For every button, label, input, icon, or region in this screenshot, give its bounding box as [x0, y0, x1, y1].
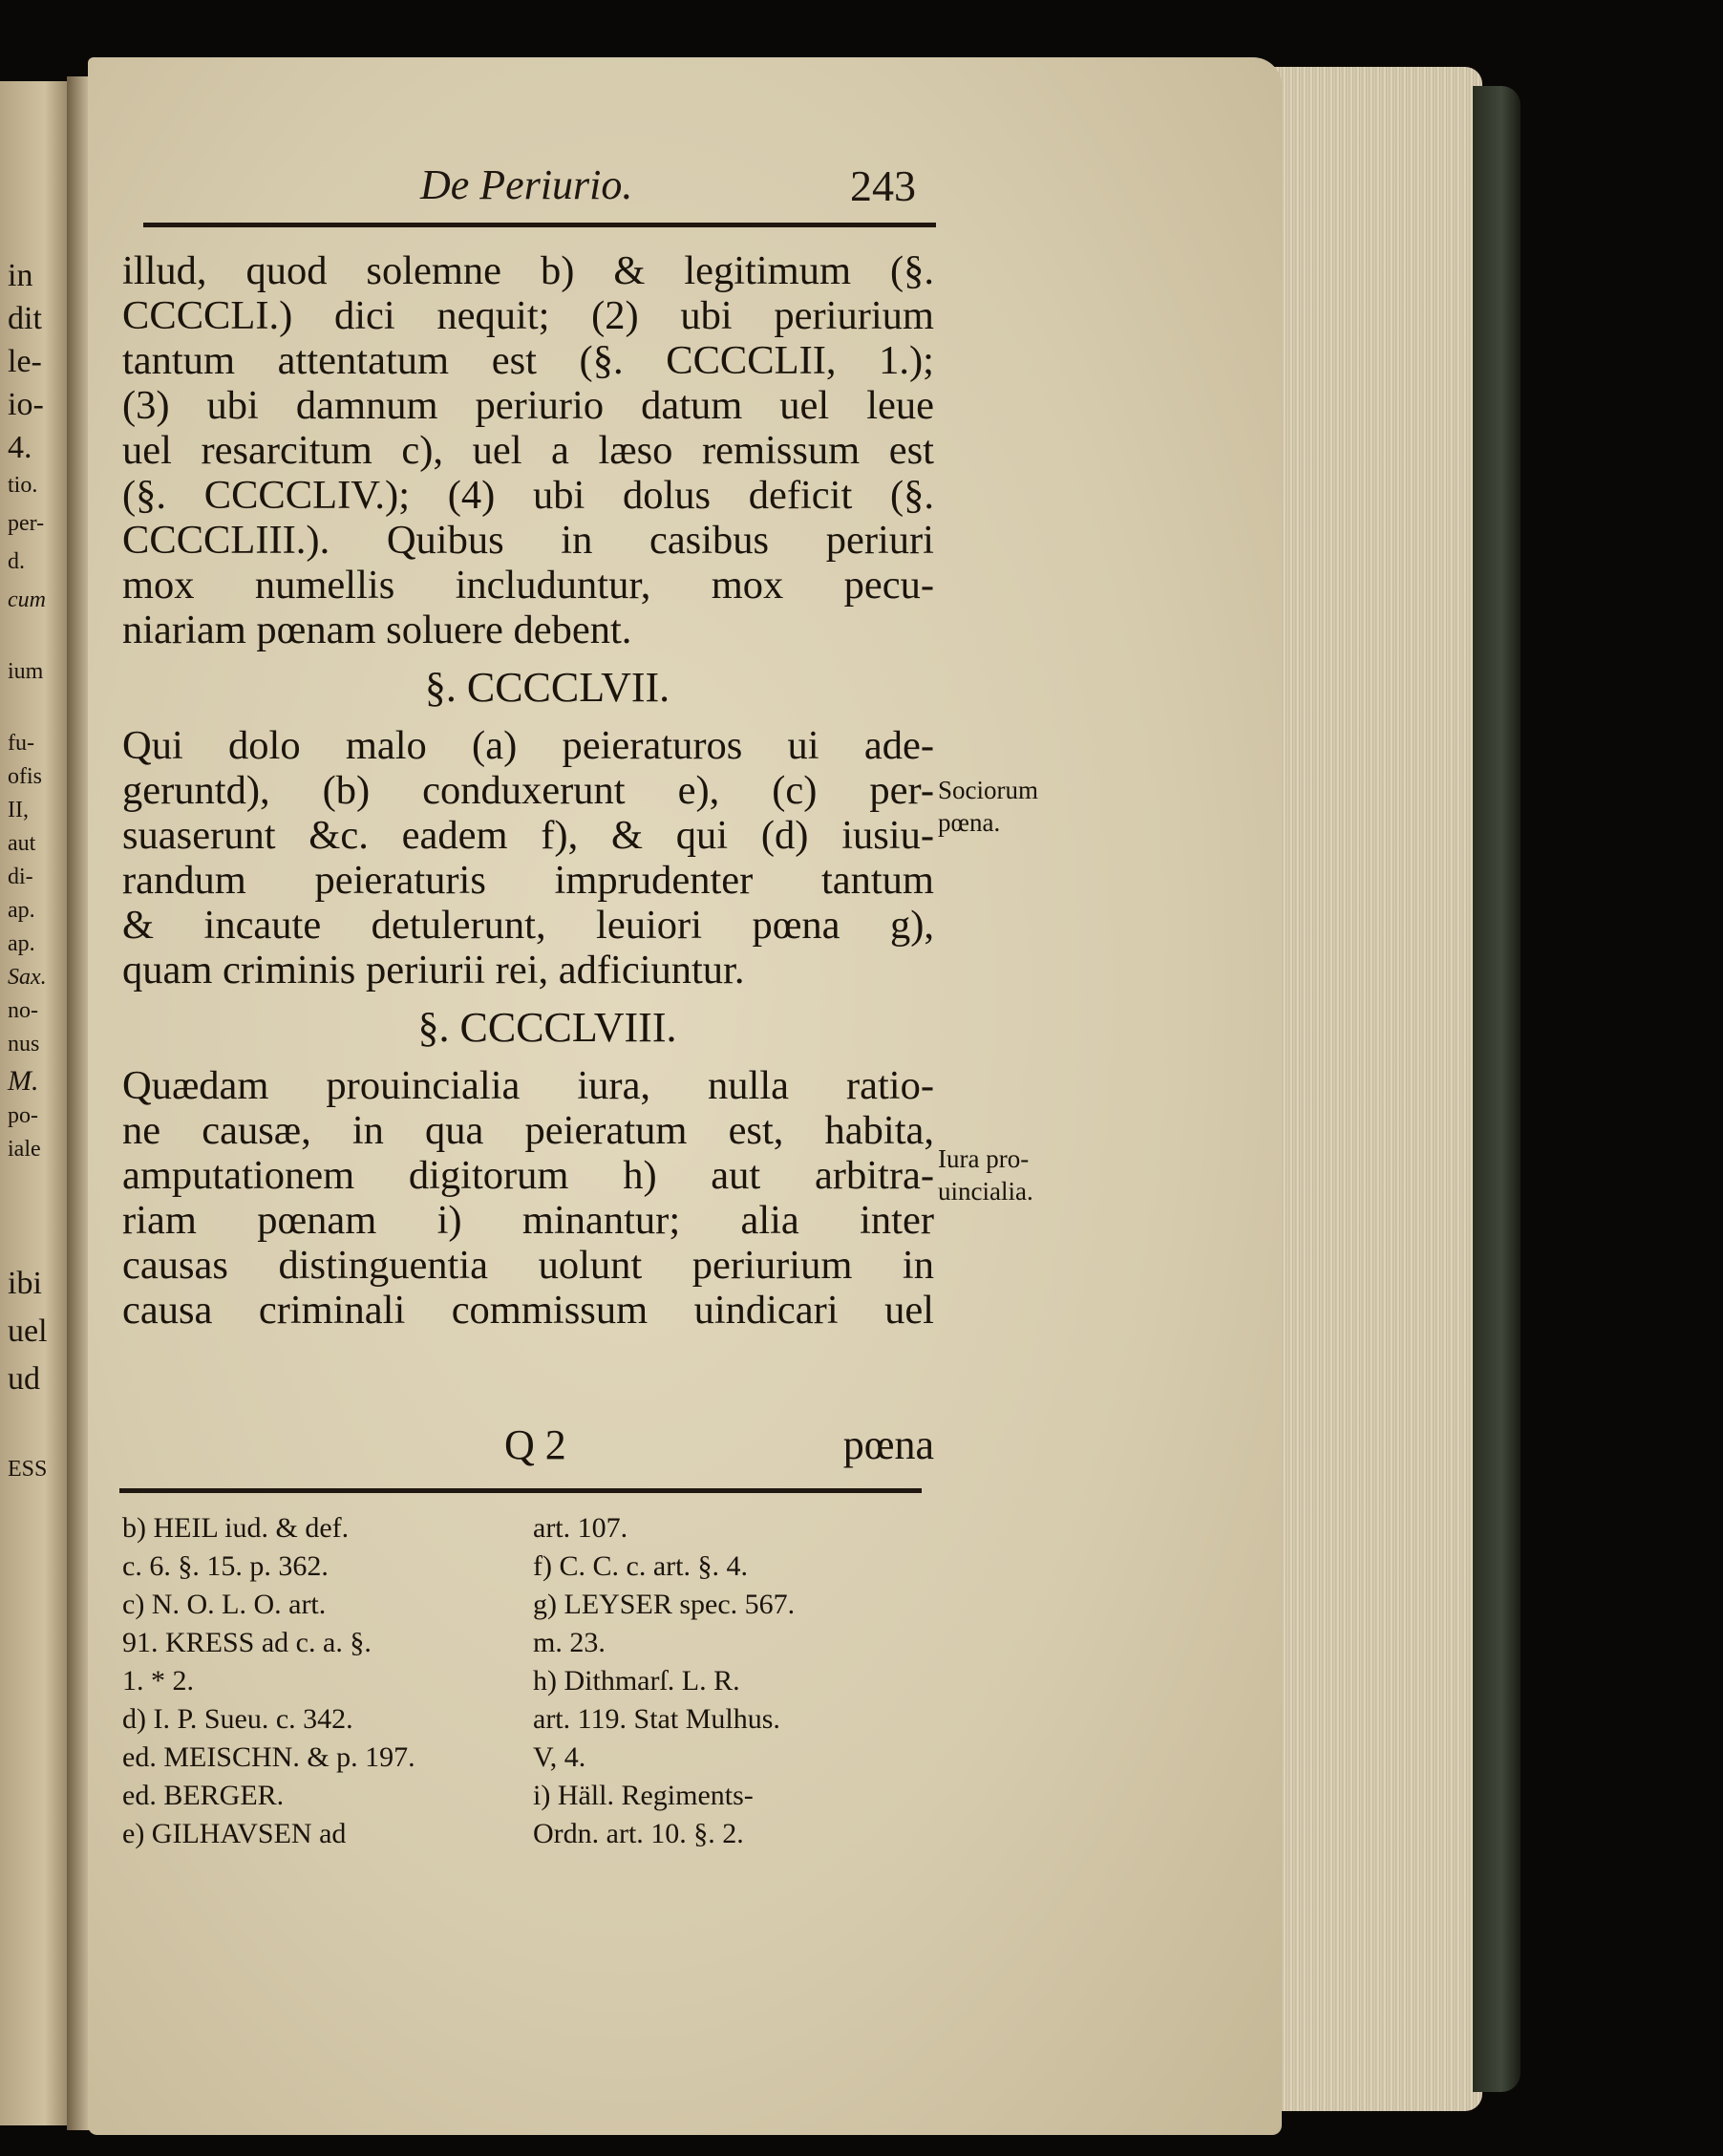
section-heading: §. CCCCLVII. — [424, 664, 670, 711]
text-line: & incaute detulerunt, leuiori pœna g), — [122, 903, 934, 948]
section-heading: §. CCCCLVIII. — [417, 1004, 677, 1051]
left-fragment: no- — [8, 998, 38, 1023]
book-fore-edge — [1253, 67, 1482, 2111]
footnote-line: ed. BERGER. — [122, 1780, 285, 1811]
left-fragment: ium — [8, 659, 44, 684]
text-line: niariam pœnam soluere debent. — [122, 608, 632, 652]
text-line: Qui dolo malo (a) peieraturos ui ade- — [122, 723, 934, 768]
margin-note-line: pœna. — [938, 808, 1001, 837]
left-fragment: dit — [8, 301, 42, 336]
text-line: suaserunt &c. eadem f), & qui (d) iusiu- — [122, 813, 934, 858]
left-fragment: 4. — [8, 430, 32, 465]
footnote-line: art. 107. — [533, 1512, 628, 1544]
text-line: Quædam prouincialia iura, nulla ratio- — [122, 1063, 934, 1108]
left-fragment: per- — [8, 511, 45, 536]
text-line: illud, quod solemne b) & legitimum (§. — [122, 248, 934, 293]
facing-page-fragment — [0, 81, 74, 2125]
footnote-line: c. 6. §. 15. p. 362. — [122, 1550, 329, 1582]
margin-note-line: uincialia. — [938, 1177, 1033, 1206]
text-line: geruntd), (b) conduxerunt e), (c) per- — [122, 768, 934, 813]
left-fragment: ap. — [8, 931, 35, 956]
left-fragment: nus — [8, 1032, 40, 1057]
left-fragment: po- — [8, 1103, 38, 1128]
margin-note-line: Sociorum — [938, 776, 1038, 804]
left-fragment: M. — [8, 1065, 39, 1097]
footnote-column-left — [122, 1509, 504, 1853]
footnote-line: g) LEYSER spec. 567. — [533, 1589, 796, 1620]
header-rule — [143, 223, 936, 227]
text-line: mox numellis includuntur, mox pecu- — [122, 563, 934, 608]
margin-note-iura — [938, 1142, 1033, 1207]
catchword: pœna — [842, 1421, 934, 1468]
left-fragment: io- — [8, 387, 44, 422]
footnote-line: ed. MEISCHN. & p. 197. — [122, 1741, 415, 1773]
footnote-line: f) C. C. c. art. §. 4. — [533, 1550, 748, 1582]
footnote-line: m. 23. — [533, 1627, 606, 1658]
text-line: causa criminali commissum uindicari uel — [122, 1288, 934, 1333]
left-fragment: d. — [8, 549, 25, 574]
page-number: 243 — [850, 161, 916, 210]
text-line: causas distinguentia uolunt periurium in — [122, 1243, 934, 1288]
footnote-line: b) HEIL iud. & def. — [122, 1512, 350, 1544]
left-fragment: fu- — [8, 731, 34, 756]
footnote-line: h) Dithmarſ. L. R. — [533, 1665, 740, 1697]
text-line: ne causæ, in qua peieratum est, habita, — [122, 1108, 934, 1153]
footnote-line: 1. * 2. — [122, 1665, 194, 1697]
text-line: CCCCLIII.). Quibus in casibus periuri — [122, 518, 934, 563]
footnote-line: 91. KRESS ad c. a. §. — [122, 1627, 372, 1658]
left-fragment: ESS — [8, 1457, 48, 1482]
text-line: amputationem digitorum h) aut arbitra- — [122, 1153, 934, 1198]
left-fragment: le- — [8, 344, 42, 379]
text-line: quam criminis periurii rei, adficiuntur. — [122, 948, 745, 993]
text-line: randum peieraturis imprudenter tantum — [122, 858, 934, 903]
left-fragment: ud — [8, 1361, 40, 1397]
main-text — [122, 248, 934, 1333]
text-line: tantum attentatum est (§. CCCCLII, 1.); — [122, 338, 934, 383]
left-fragment: Sax. — [8, 965, 47, 990]
left-fragment: ap. — [8, 898, 35, 923]
left-fragment: di- — [8, 865, 33, 889]
left-fragment: ofis — [8, 764, 42, 789]
margin-note-sociorum — [938, 774, 1038, 839]
footnote-column-right — [533, 1509, 915, 1853]
left-fragment: iale — [8, 1137, 41, 1162]
left-fragment: tio. — [8, 473, 38, 498]
margin-note-line: Iura pro- — [938, 1144, 1030, 1173]
footnote-line: art. 119. Stat Mulhus. — [533, 1703, 780, 1735]
left-fragment: in — [8, 258, 33, 293]
left-fragment: uel — [8, 1313, 48, 1349]
text-line: uel resarcitum c), uel a læso remissum est — [122, 428, 934, 473]
left-fragment: aut — [8, 831, 36, 856]
left-fragment: II, — [8, 798, 29, 822]
footnote-line: c) N. O. L. O. art. — [122, 1589, 327, 1620]
footnote-line: i) Häll. Regiments- — [533, 1780, 754, 1811]
text-line: (3) ubi damnum periurio datum uel leue — [122, 383, 934, 428]
footnote-line: d) I. P. Sueu. c. 342. — [122, 1703, 353, 1735]
text-line: riam pœnam i) minantur; alia inter — [122, 1198, 934, 1243]
footnote-rule — [119, 1488, 922, 1493]
text-line: CCCCLI.) dici nequit; (2) ubi periurium — [122, 293, 934, 338]
signature-mark: Q 2 — [504, 1421, 566, 1468]
footnote-line: e) GILHAVSEN ad — [122, 1818, 347, 1849]
running-head: De Periurio. — [420, 161, 633, 208]
left-fragment: cum — [8, 587, 46, 612]
left-fragment: ibi — [8, 1266, 42, 1301]
footnote-line: Ordn. art. 10. §. 2. — [533, 1818, 744, 1849]
text-line: (§. CCCCLIV.); (4) ubi dolus deficit (§. — [122, 473, 934, 518]
footnote-line: V, 4. — [533, 1741, 586, 1773]
